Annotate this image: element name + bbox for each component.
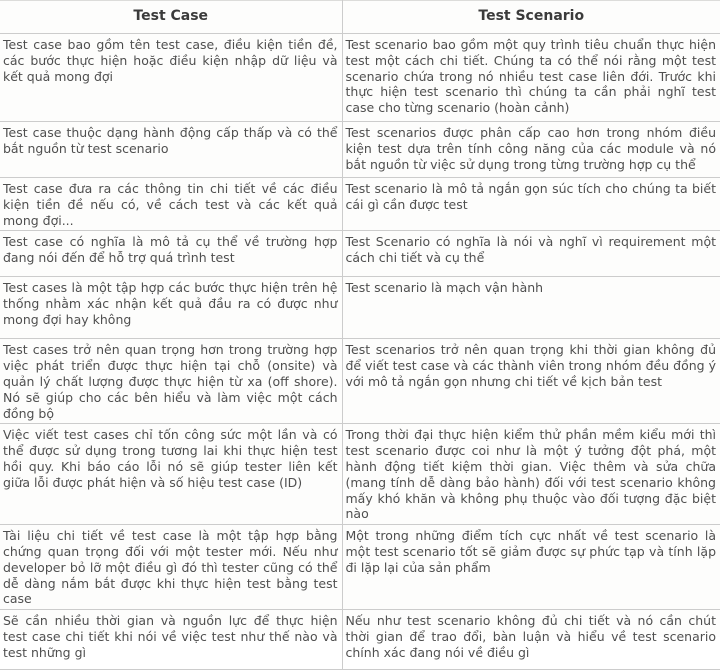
table-row — [0, 122, 720, 178]
table-row — [0, 610, 720, 670]
cell-test-scenario: Một trong những điểm tích cực nhất về test scenario là một test scenario tốt sẽ giảm được sự phức tạp và tính lặp đi lặp lại của sản phẩm — [342, 525, 720, 610]
table-row — [0, 178, 720, 231]
cell-test-case: Test case bao gồm tên test case, điều kiện tiền đề, các bước thực hiện hoặc điều kiện nhập dữ liệu và kết quả mong đợi — [0, 34, 342, 122]
cell-test-case: Sẽ cần nhiều thời gian và nguồn lực để thực hiện test case chi tiết khi nói về việc test như thế nào và test những gì — [0, 610, 342, 670]
column-header-test-scenario: Test Scenario — [342, 1, 720, 34]
cell-test-case: Test case đưa ra các thông tin chi tiết về các điều kiện tiền đề nếu có, về cách test và các kết quả mong đợi... — [0, 178, 342, 231]
cell-test-case: Tài liệu chi tiết về test case là một tập hợp bằng chứng quan trọng đối với một tester mới. Nếu như developer bỏ lỡ một điều gì đó thì tester cũng có thể dễ dàng nắm bắt được khi thực hiện test bằng test case — [0, 525, 342, 610]
cell-test-scenario: Nếu như test scenario không đủ chi tiết và nó cần chút thời gian để trao đổi, bàn luận và hiểu về test scenario chính xác đang nói về điều gì — [342, 610, 720, 670]
table-row — [0, 231, 720, 277]
table-row — [0, 525, 720, 610]
cell-test-case: Việc viết test cases chỉ tốn công sức một lần và có thể được sử dụng trong tương lai khi thực hiện test hồi quy. Khi báo cáo lỗi nó sẽ giúp tester liên kết giữa lỗi được phát hiện và số hiệu test case (ID) — [0, 424, 342, 525]
cell-test-case: Test cases là một tập hợp các bước thực hiện trên hệ thống nhằm xác nhận kết quả đầu ra có được như mong đợi hay không — [0, 277, 342, 339]
cell-test-scenario: Test Scenario có nghĩa là nói và nghĩ vì requirement một cách chi tiết và cụ thể — [342, 231, 720, 277]
cell-test-scenario: Test scenarios trở nên quan trọng khi thời gian không đủ để viết test case và các thành viên trong nhóm đều đồng ý với mô tả ngắn gọn nhưng chi tiết về kịch bản test — [342, 339, 720, 424]
cell-test-scenario: Trong thời đại thực hiện kiểm thử phần mềm kiểu mới thì test scenario được coi như là một ý tưởng đột phá, một hành động tiết kiệm thời gian. Việc thêm và sửa chữa (mang tính dễ dàng bảo hành) đối với test scenario không mấy khó khăn và không phụ thuộc vào đối tượng đặc biệt nào — [342, 424, 720, 525]
cell-test-scenario: Test scenario là mô tả ngắn gọn súc tích cho chúng ta biết cái gì cần được test — [342, 178, 720, 231]
cell-test-case: Test cases trở nên quan trọng hơn trong trường hợp việc phát triển được thực hiện tại chỗ (onsite) và quản lý chất lượng được thực hiện từ xa (off shore). Nó sẽ giúp cho các bên hiểu và làm việc một cách đồng bộ — [0, 339, 342, 424]
table-row — [0, 424, 720, 525]
cell-test-scenario: Test scenario bao gồm một quy trình tiêu chuẩn thực hiện test một cách chi tiết. Chúng ta có thể nói rằng một test scenario chứa trong nó nhiều test case liên đới. Trước khi thực hiện test scenario thì chúng ta cần phải nghĩ test case cho từng scenario (hoàn cảnh) — [342, 34, 720, 122]
cell-test-case: Test case thuộc dạng hành động cấp thấp và có thể bắt nguồn từ test scenario — [0, 122, 342, 178]
table-row — [0, 34, 720, 122]
table-row — [0, 277, 720, 339]
table-row — [0, 339, 720, 424]
column-header-test-case: Test Case — [0, 1, 342, 34]
cell-test-scenario: Test scenarios được phân cấp cao hơn trong nhóm điều kiện test dựa trên tính công năng của các module và nó bắt nguồn từ việc sử dụng trong từng trường hợp cụ thể — [342, 122, 720, 178]
cell-test-case: Test case có nghĩa là mô tả cụ thể về trường hợp đang nói đến để hỗ trợ quá trình test — [0, 231, 342, 277]
cell-test-scenario: Test scenario là mạch vận hành — [342, 277, 720, 339]
header-row — [0, 1, 720, 34]
